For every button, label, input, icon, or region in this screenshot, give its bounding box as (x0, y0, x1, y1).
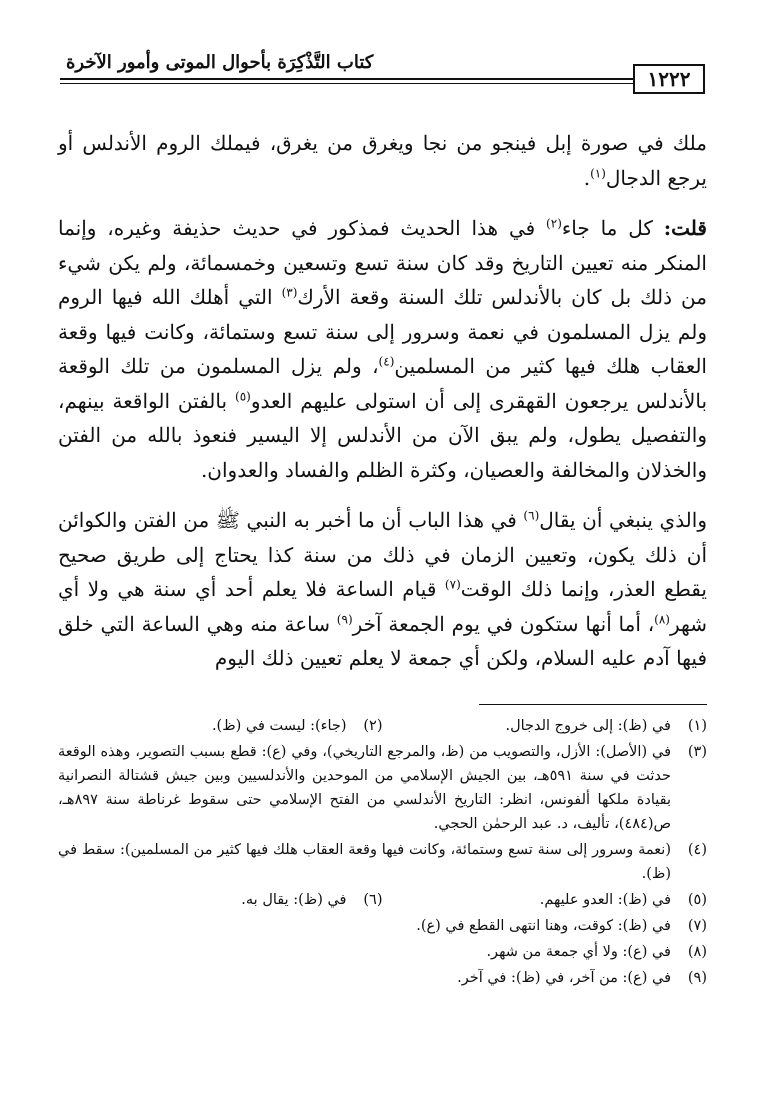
footnote-number: (١) (687, 718, 707, 734)
footnote-item (383, 714, 708, 738)
footnote-row (58, 888, 707, 912)
footnote-ref: (٧) (444, 577, 461, 592)
page-header (60, 52, 705, 100)
footnote-number: (٧) (687, 918, 707, 934)
header-rule-thin (60, 83, 705, 84)
footnote-item (58, 740, 707, 836)
footnote-item (58, 914, 707, 938)
footnote-item (58, 940, 707, 964)
footnote-ref: (١) (590, 165, 606, 180)
footnote-text: في (ظ): كوقت، وهنا انتهى القطع في (ع). (416, 918, 671, 934)
paragraph-2-text: التي أهلك الله فيها الروم ولم يزل المسلمون في نعمة وسرور إلى سنة تسع وستمائة، وكانت فيها وقعة العقاب هلك فيها كثير من المسلمين (58, 285, 707, 378)
paragraph-3-text: ، أما أنها ستكون في يوم الجمعة آخر (352, 611, 655, 636)
paragraph-3-text: ساعة منه وهي الساعة التي خلق فيها آدم عليه السلام، ولكن أي جمعة لا يعلم تعيين ذلك اليوم (58, 611, 707, 670)
footnote-item (58, 714, 383, 738)
header-rule (60, 78, 705, 80)
footnote-separator (479, 704, 707, 705)
main-text (58, 126, 707, 692)
footnote-text: في (ع): من آخر، في (ظ): في آخر. (457, 970, 671, 986)
footnote-text: في (ظ): العدو عليهم. (539, 892, 671, 908)
footnote-text: في (ظ): يقال به. (241, 892, 347, 908)
footnote-text: في (الأصل): الأزل، والتصويب من (ظ، والمرجع التاريخي)، وفي (ع): قطع بسبب التصوير، وهذه الوقعة حدثت في سنة ٥٩١هـ، بين الجيش الإسلامي من الموحدين والأندلسيين وبين جيش قشتالة النصرانية بقيادة ملكها ألفونس، انظر: التاريخ الأندلسي من الفتح الإسلامي حتى سقوط غرناطة سنة ٨٩٧هـ، ص(٤٨٤)، تأليف، د. عبد الرحمٰن الحجي. (58, 744, 671, 832)
footnote-ref: (٣) (281, 285, 298, 300)
footnote-number: (٦) (363, 892, 383, 908)
footnote-number: (٨) (687, 944, 707, 960)
paragraph-1 (58, 126, 707, 195)
footnote-ref: (٦) (523, 508, 540, 523)
paragraph-2-text: ، ولم يزل المسلمون من تلك الوقعة بالأندلس يرجعون القهقرى إلى أن استولى عليهم العدو (58, 354, 708, 413)
paragraph-3-text: والذي ينبغي أن يقال (539, 508, 707, 532)
footnote-ref: (٥) (235, 388, 251, 403)
footnote-item (383, 888, 708, 912)
footnote-text: (نعمة وسرور إلى سنة تسع وستمائة، وكانت فيها وقعة العقاب هلك فيها كثير من المسلمين): سقط في (ظ). (58, 842, 671, 882)
footnote-row (58, 714, 707, 738)
footnote-number: (٤) (687, 842, 707, 858)
footnote-ref: (٤) (378, 354, 395, 369)
footnote-number: (٢) (363, 718, 383, 734)
paragraph-1-text: ملك في صورة إبل فينجو من نجا ويغرق من يغرق، فيملك الروم الأندلس أو يرجع الدجال (58, 131, 707, 190)
footnote-ref: (٢) (546, 216, 562, 231)
footnote-text: في (ع): ولا أي جمعة من شهر. (486, 944, 671, 960)
paragraph-2-text: في هذا الحديث فمذكور في حديث حذيفة وغيره، وإنما المنكر منه تعيين التاريخ وقد كان سنة تسع وتسعين وخمسمائة، ولم يكن شيء من ذلك بل كان بالأندلس تلك السنة وقعة الأرك (58, 216, 707, 309)
footnote-number: (٣) (687, 744, 707, 760)
footnote-ref: (٩) (336, 611, 353, 626)
footnote-number: (٩) (687, 970, 707, 986)
book-title: كتاب التَّذْكِرَة بأحوال الموتى وأمور الآخرة (60, 52, 373, 73)
footnote-text: (جاء): ليست في (ظ). (211, 718, 347, 734)
paragraph-3-text: في هذا الباب أن ما أخبر به النبي ﷺ من الفتن والكوائن أن ذلك يكون، وتعيين الزمان في ذلك من سنة كذا يحتاج إلى طريق صحيح يقطع العذر، وإنما ذلك الوقت (58, 508, 707, 601)
page-number: ١٢٢٢ (633, 64, 705, 94)
qultu-keyword: قلت: (663, 216, 707, 240)
paragraph-1-tail: . (583, 165, 591, 190)
footnotes (58, 714, 707, 992)
paragraph-2-text: كل ما جاء (561, 216, 664, 240)
paragraph-2 (58, 211, 707, 487)
footnote-text: في (ظ): إلى خروج الدجال. (505, 718, 671, 734)
footnote-item (58, 888, 383, 912)
paragraph-3 (58, 503, 707, 676)
footnote-ref: (٨) (654, 611, 670, 626)
paragraph-2-text: بالفتن الواقعة بينهم، والتفصيل يطول، ولم يبق الآن من الأندلس إلا اليسير فنعوذ بالله من الفتن والخذلان والمخالفة والعصيان، وكثرة الظلم والفساد والعدوان. (58, 388, 707, 482)
paragraph-3-text: قيام الساعة فلا يعلم أحد أي سنة هي ولا أي شهر (58, 577, 707, 636)
footnote-item (58, 966, 707, 990)
footnote-number: (٥) (687, 892, 707, 908)
footnote-item (58, 838, 707, 886)
